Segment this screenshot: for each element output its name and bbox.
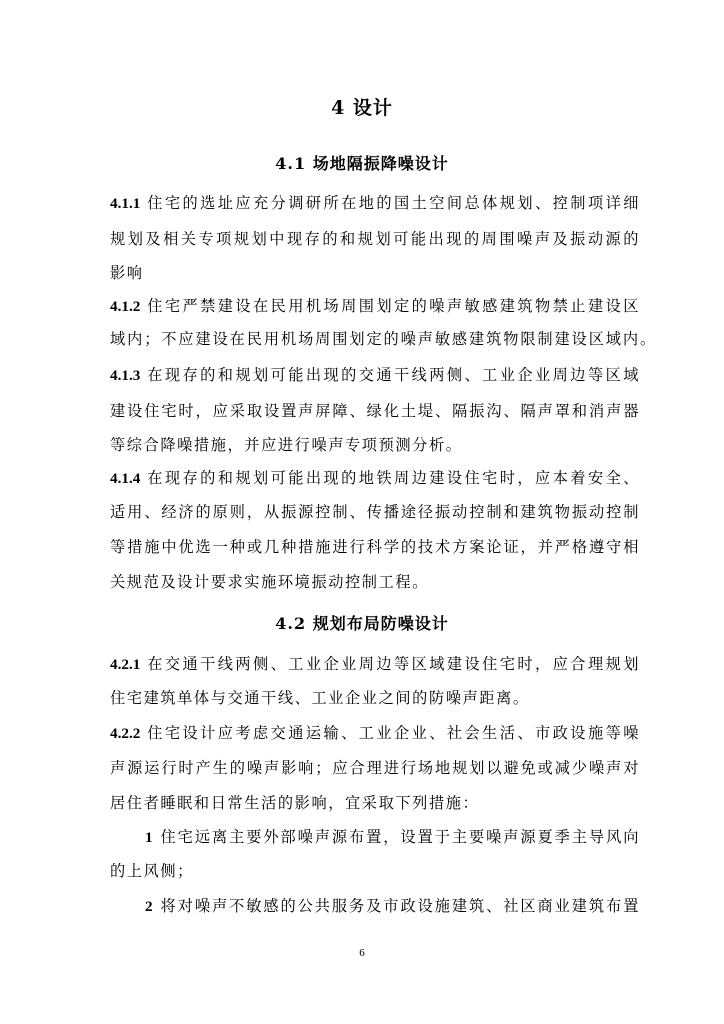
- clause-number: 4.1.4: [110, 470, 141, 487]
- list-item-1-line-1: [145, 827, 640, 848]
- clause-4-1-2-line-2: 域内；不应建设在民用机场周围划定的噪声敏感建筑物限制建设区域内。: [110, 330, 656, 348]
- clause-4-2-1-line-1: [110, 654, 640, 675]
- list-item-text: 住宅远离主要外部噪声源布置，设置于主要噪声源夏季主导风向: [160, 828, 640, 846]
- clause-text: 在现存的和规划可能出现的地铁周边建设住宅时，应本着安全、: [146, 469, 640, 487]
- clause-4-1-4-line-4: 关规范及设计要求实施环境振动控制工程。: [110, 573, 429, 591]
- clause-number: 4.2.1: [110, 656, 141, 673]
- clause-text: 住宅的选址应充分调研所在地的国土空间总体规划、控制项详细: [146, 194, 640, 212]
- clause-4-2-2-line-3: 居住者睡眠和日常生活的影响，宜采取下列措施：: [110, 794, 480, 812]
- list-item-2-line-1: [145, 896, 640, 917]
- clause-4-2-1-line-2: 住宅建筑单体与交通干线、工业企业之间的防噪声距离。: [110, 689, 530, 707]
- clause-text: 住宅严禁建设在民用机场周围划定的噪声敏感建筑物禁止建设区: [146, 297, 640, 315]
- clause-4-1-3-line-2: 建设住宅时，应采取设置声屏障、绿化土堤、隔振沟、隔声罩和消声器: [110, 402, 640, 420]
- section-title-4-2: 4.2 规划布局防噪设计: [275, 614, 449, 633]
- section-title-4-1: 4.1 场地隔振降噪设计: [275, 154, 449, 173]
- clause-4-1-1-line-1: [110, 193, 640, 214]
- chapter-title: 4 设计: [331, 97, 393, 119]
- clause-text: 住宅设计应考虑交通运输、工业企业、社会生活、市政设施等噪: [146, 724, 640, 742]
- clause-4-1-1-line-2: 规划及相关专项规划中现存的和规划可能出现的周围噪声及振动源的: [110, 230, 640, 248]
- clause-4-1-4-line-1: [110, 468, 640, 489]
- clause-number: 4.1.3: [110, 367, 141, 384]
- page-number: 6: [359, 947, 365, 959]
- clause-text: 在现存的和规划可能出现的交通干线两侧、工业企业周边等区域: [146, 366, 640, 384]
- clause-number: 4.2.2: [110, 725, 141, 742]
- clause-4-1-2-line-1: [110, 296, 640, 317]
- clause-4-1-4-line-2: 适用、经济的原则，从振源控制、传播途径振动控制和建筑物振动控制: [110, 503, 640, 521]
- clause-4-1-1-line-3: 影响: [110, 264, 144, 282]
- list-item-number: 2: [145, 898, 155, 915]
- clause-4-2-2-line-1: [110, 723, 640, 744]
- clause-4-2-2-line-2: 声源运行时产生的噪声影响；应合理进行场地规划以避免或减少噪声对: [110, 759, 640, 777]
- clause-4-1-4-line-3: 等措施中优选一种或几种措施进行科学的技术方案论证，并严格遵守相: [110, 538, 640, 556]
- clause-number: 4.1.1: [110, 195, 141, 212]
- clause-text: 在交通干线两侧、工业企业周边等区域建设住宅时，应合理规划: [146, 655, 640, 673]
- list-item-1-line-2: 的上风侧；: [110, 862, 194, 880]
- list-item-text: 将对噪声不敏感的公共服务及市政设施建筑、社区商业建筑布置: [160, 897, 640, 915]
- clause-4-1-3-line-1: [110, 365, 640, 386]
- list-item-number: 1: [145, 829, 155, 846]
- clause-4-1-3-line-3: 等综合降噪措施，并应进行噪声专项预测分析。: [110, 436, 463, 454]
- clause-number: 4.1.2: [110, 298, 141, 315]
